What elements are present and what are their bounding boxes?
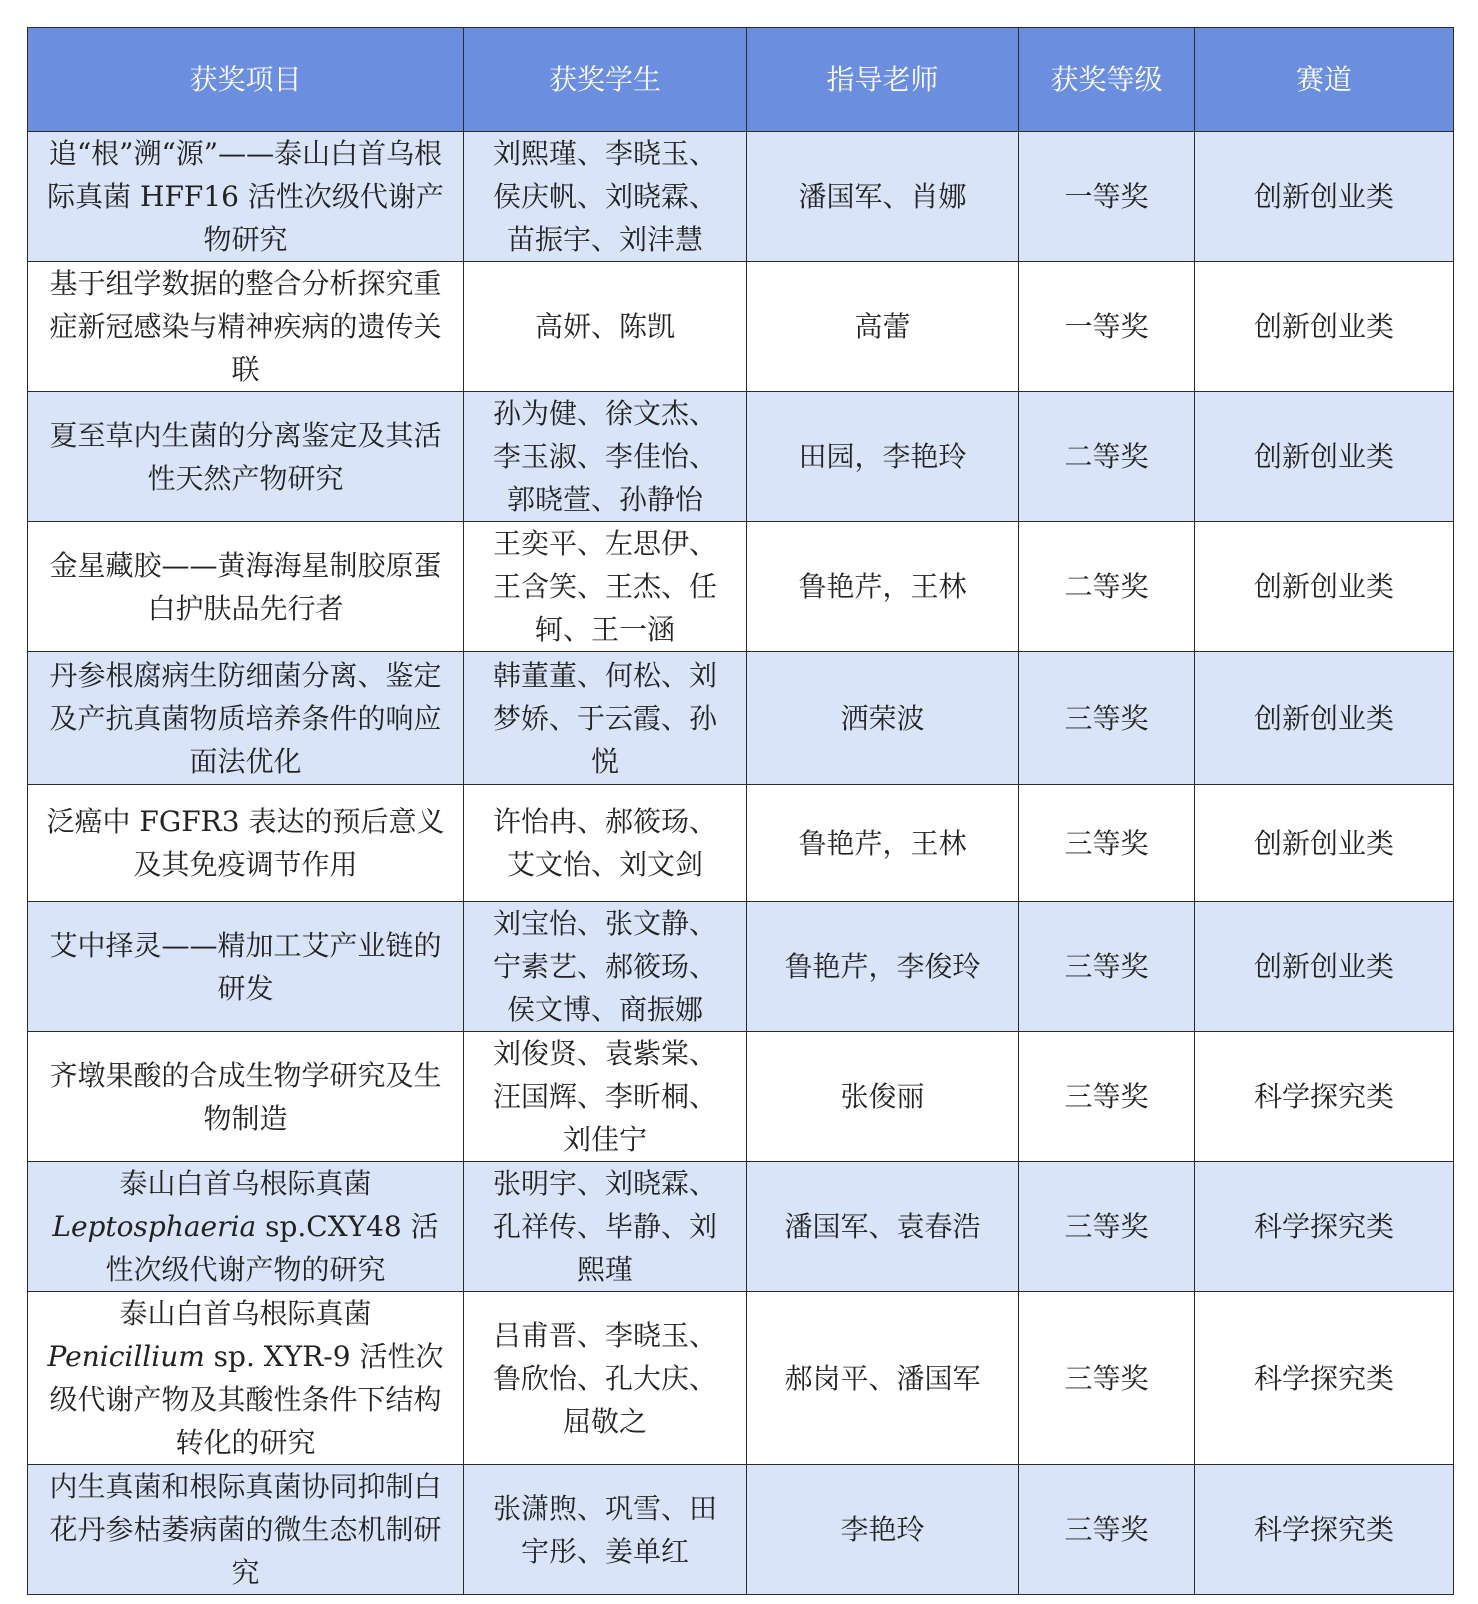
project-cell: 基于组学数据的整合分析探究重症新冠感染与精神疾病的遗传关联 [28, 262, 464, 392]
students-cell: 许怡冉、郝筱玚、艾文怡、刘文剑 [464, 785, 747, 902]
level-cell: 一等奖 [1019, 132, 1195, 262]
project-text: 泰山白首乌根际真菌 [119, 1167, 372, 1200]
level-cell: 一等奖 [1019, 262, 1195, 392]
advisors-cell: 鲁艳芹，王林 [747, 785, 1019, 902]
project-text: sp. XYR-9 活性次级代谢产物及其酸性条件下结构转化的研究 [49, 1340, 444, 1459]
project-cell [28, 1162, 464, 1292]
track-cell: 科学探究类 [1195, 1162, 1454, 1292]
table-header [28, 28, 1454, 132]
project-cell: 内生真菌和根际真菌协同抑制白花丹参枯萎病菌的微生态机制研究 [28, 1465, 464, 1595]
advisors-cell: 高蕾 [747, 262, 1019, 392]
project-text: sp.CXY48 活性次级代谢产物的研究 [105, 1210, 439, 1286]
table-row [28, 1292, 1454, 1465]
level-cell: 三等奖 [1019, 902, 1195, 1032]
students-cell: 吕甫晋、李晓玉、鲁欣怡、孔大庆、屈敬之 [464, 1292, 747, 1465]
track-cell: 创新创业类 [1195, 132, 1454, 262]
level-cell: 二等奖 [1019, 392, 1195, 522]
advisors-cell: 鲁艳芹，王林 [747, 522, 1019, 652]
header-track: 赛道 [1195, 28, 1454, 132]
level-cell: 三等奖 [1019, 785, 1195, 902]
project-cell: 泛癌中 FGFR3 表达的预后意义及其免疫调节作用 [28, 785, 464, 902]
level-cell: 三等奖 [1019, 1292, 1195, 1465]
project-cell: 齐墩果酸的合成生物学研究及生物制造 [28, 1032, 464, 1162]
track-cell: 创新创业类 [1195, 652, 1454, 785]
students-cell: 张明宇、刘晓霖、孔祥传、毕静、刘熙瑾 [464, 1162, 747, 1292]
advisors-cell: 洒荣波 [747, 652, 1019, 785]
table-row [28, 522, 1454, 652]
project-cell: 艾中择灵——精加工艾产业链的研发 [28, 902, 464, 1032]
track-cell: 创新创业类 [1195, 522, 1454, 652]
track-cell: 创新创业类 [1195, 392, 1454, 522]
project-cell [28, 1292, 464, 1465]
header-level: 获奖等级 [1019, 28, 1195, 132]
level-cell: 二等奖 [1019, 522, 1195, 652]
table-row [28, 1162, 1454, 1292]
students-cell: 王奕平、左思伊、王含笑、王杰、任轲、王一涵 [464, 522, 747, 652]
project-cell: 金星藏胶——黄海海星制胶原蛋白护肤品先行者 [28, 522, 464, 652]
students-cell: 刘熙瑾、李晓玉、侯庆帆、刘晓霖、苗振宇、刘沣慧 [464, 132, 747, 262]
advisors-cell: 张俊丽 [747, 1032, 1019, 1162]
track-cell: 科学探究类 [1195, 1465, 1454, 1595]
track-cell: 科学探究类 [1195, 1292, 1454, 1465]
level-cell: 三等奖 [1019, 1465, 1195, 1595]
advisors-cell: 郝岗平、潘国军 [747, 1292, 1019, 1465]
table-row [28, 262, 1454, 392]
table-row [28, 132, 1454, 262]
table-row [28, 1465, 1454, 1595]
table-row [28, 652, 1454, 785]
advisors-cell: 潘国军、袁春浩 [747, 1162, 1019, 1292]
species-name: Penicillium [47, 1340, 205, 1373]
students-cell: 高妍、陈凯 [464, 262, 747, 392]
header-students: 获奖学生 [464, 28, 747, 132]
project-cell: 追“根”溯“源”——泰山白首乌根际真菌 HFF16 活性次级代谢产物研究 [28, 132, 464, 262]
table-row [28, 785, 1454, 902]
advisors-cell: 李艳玲 [747, 1465, 1019, 1595]
project-cell: 夏至草内生菌的分离鉴定及其活性天然产物研究 [28, 392, 464, 522]
students-cell: 张潇煦、巩雪、田宇彤、姜单红 [464, 1465, 747, 1595]
awards-table [27, 27, 1454, 1595]
students-cell: 孙为健、徐文杰、李玉淑、李佳怡、郭晓萱、孙静怡 [464, 392, 747, 522]
species-name: Leptosphaeria [52, 1210, 257, 1243]
level-cell: 三等奖 [1019, 652, 1195, 785]
level-cell: 三等奖 [1019, 1032, 1195, 1162]
students-cell: 刘宝怡、张文静、宁素艺、郝筱玚、侯文博、商振娜 [464, 902, 747, 1032]
table-row [28, 902, 1454, 1032]
project-cell: 丹参根腐病生防细菌分离、鉴定及产抗真菌物质培养条件的响应面法优化 [28, 652, 464, 785]
header-row [28, 28, 1454, 132]
table-body [28, 132, 1454, 1595]
track-cell: 创新创业类 [1195, 262, 1454, 392]
advisors-cell: 田园，李艳玲 [747, 392, 1019, 522]
advisors-cell: 潘国军、肖娜 [747, 132, 1019, 262]
track-cell: 科学探究类 [1195, 1032, 1454, 1162]
track-cell: 创新创业类 [1195, 785, 1454, 902]
header-advisors: 指导老师 [747, 28, 1019, 132]
level-cell: 三等奖 [1019, 1162, 1195, 1292]
table-row [28, 392, 1454, 522]
track-cell: 创新创业类 [1195, 902, 1454, 1032]
advisors-cell: 鲁艳芹，李俊玲 [747, 902, 1019, 1032]
students-cell: 韩董董、何松、刘梦娇、于云霞、孙悦 [464, 652, 747, 785]
table-row [28, 1032, 1454, 1162]
header-project: 获奖项目 [28, 28, 464, 132]
students-cell: 刘俊贤、袁紫棠、汪国辉、李昕桐、刘佳宁 [464, 1032, 747, 1162]
project-text: 泰山白首乌根际真菌 [119, 1297, 372, 1330]
